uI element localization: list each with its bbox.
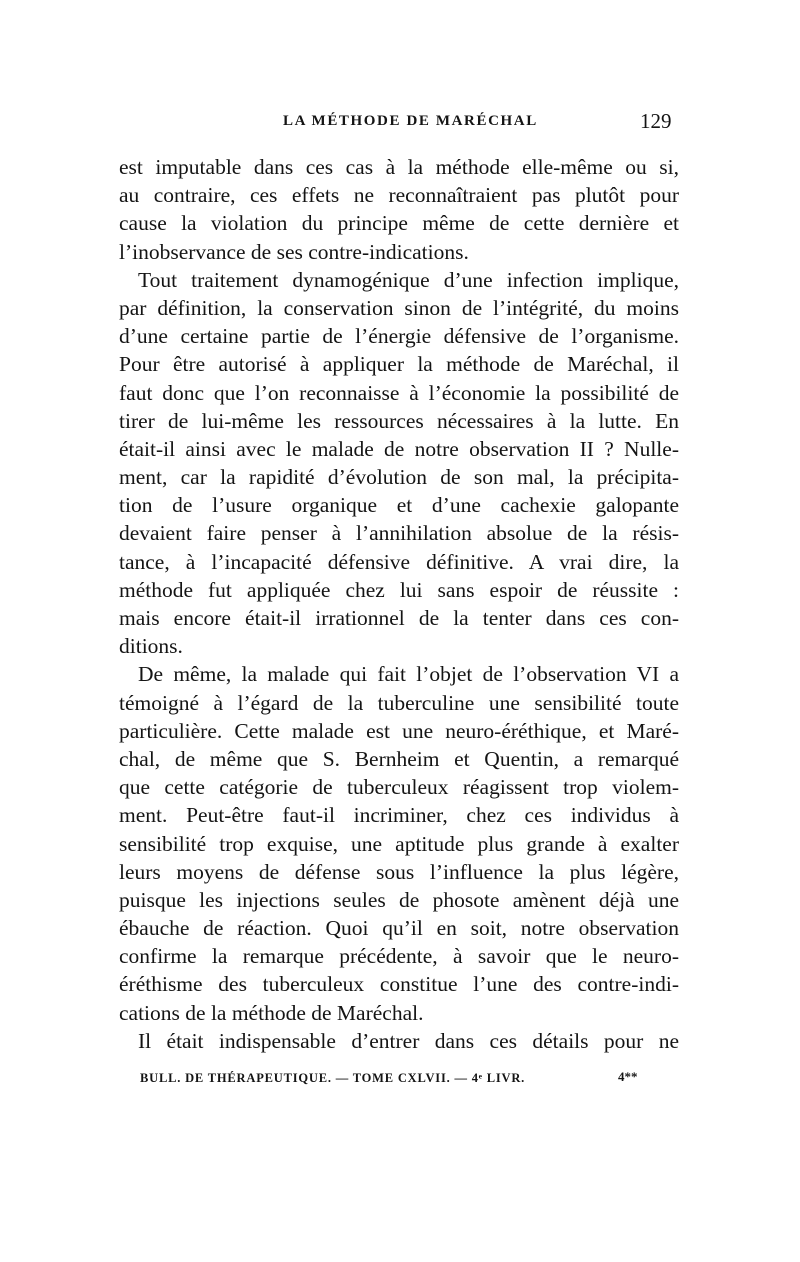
running-title: LA MÉTHODE DE MARÉCHAL [283, 113, 538, 129]
text-line: mais encore était-il irrationnel de la tenter dans ces con- [119, 606, 679, 630]
text-line: tion de l’usure organique et d’une cachexie galopante [119, 493, 679, 518]
text-line: puisque les injections seules de phosote amènent déjà une [119, 887, 679, 912]
text-line: cause la violation du principe même de cette dernière et [119, 211, 679, 236]
text-line: que cette catégorie de tuberculeux réagissent trop violem- [119, 775, 679, 800]
text-line: cations de la méthode de Maréchal. [119, 1000, 424, 1025]
paragraph-start-line: Tout traitement dynamogénique d’une infection implique, [138, 267, 679, 292]
text-line: d’une certaine partie de l’énergie défensive de l’organisme. [119, 324, 679, 349]
text-line: devaient faire penser à l’annihilation absolue de la résis- [119, 521, 679, 546]
text-line: était-il ainsi avec le malade de notre observation II ? Nulle- [119, 436, 679, 461]
text-line: est imputable dans ces cas à la méthode elle-même ou si, [119, 155, 679, 179]
text-line: chal, de même que S. Bernheim et Quentin, a remarqué [119, 746, 679, 771]
text-line: particulière. Cette malade est une neuro-éréthique, et Maré- [119, 718, 679, 743]
text-line: ment, car la rapidité d’évolution de son mal, la précipita- [119, 465, 679, 490]
text-line: témoigné à l’égard de la tuberculine une sensibilité toute [119, 690, 679, 715]
signature-mark: 4** [618, 1069, 638, 1084]
text-line: ditions. [119, 634, 183, 659]
journal-reference: BULL. DE THÉRAPEUTIQUE. — TOME CXLVII. — 4ᵉ LIVR. [140, 1071, 526, 1085]
text-line: confirme la remarque précédente, à savoir que le neuro- [119, 944, 679, 969]
text-line: ment. Peut-être faut-il incriminer, chez ces individus à [119, 803, 679, 828]
body-text [119, 153, 679, 1055]
text-line: éréthisme des tuberculeux constitue l’une des contre-indi- [119, 972, 679, 997]
text-line: tance, à l’incapacité défensive définitive. A vrai dire, la [119, 549, 679, 574]
text-line: l’inobservance de ses contre-indications. [119, 239, 469, 264]
text-line: par définition, la conservation sinon de l’intégrité, du moins [119, 295, 679, 320]
page-number: 129 [640, 109, 672, 133]
text-line: ébauche de réaction. Quoi qu’il en soit, notre observation [119, 916, 679, 941]
page-footer [0, 1071, 800, 1091]
running-head [0, 109, 800, 143]
text-line: faut donc que l’on reconnaisse à l’économie la possibilité de [119, 380, 679, 405]
paragraph-start-line: Il était indispensable d’entrer dans ces détails pour ne [138, 1028, 679, 1053]
text-line: au contraire, ces effets ne reconnaîtraient pas plutôt pour [119, 183, 679, 208]
text-line: Pour être autorisé à appliquer la méthode de Maréchal, il [119, 352, 679, 377]
text-line: tirer de lui-même les ressources nécessaires à la lutte. En [119, 408, 679, 433]
text-line: méthode fut appliquée chez lui sans espoir de réussite : [119, 577, 679, 602]
text-line: leurs moyens de défense sous l’influence la plus légère, [119, 859, 679, 884]
paragraph-start-line: De même, la malade qui fait l’objet de l’observation VI a [138, 662, 679, 687]
text-line: sensibilité trop exquise, une aptitude plus grande à exalter [119, 831, 679, 856]
